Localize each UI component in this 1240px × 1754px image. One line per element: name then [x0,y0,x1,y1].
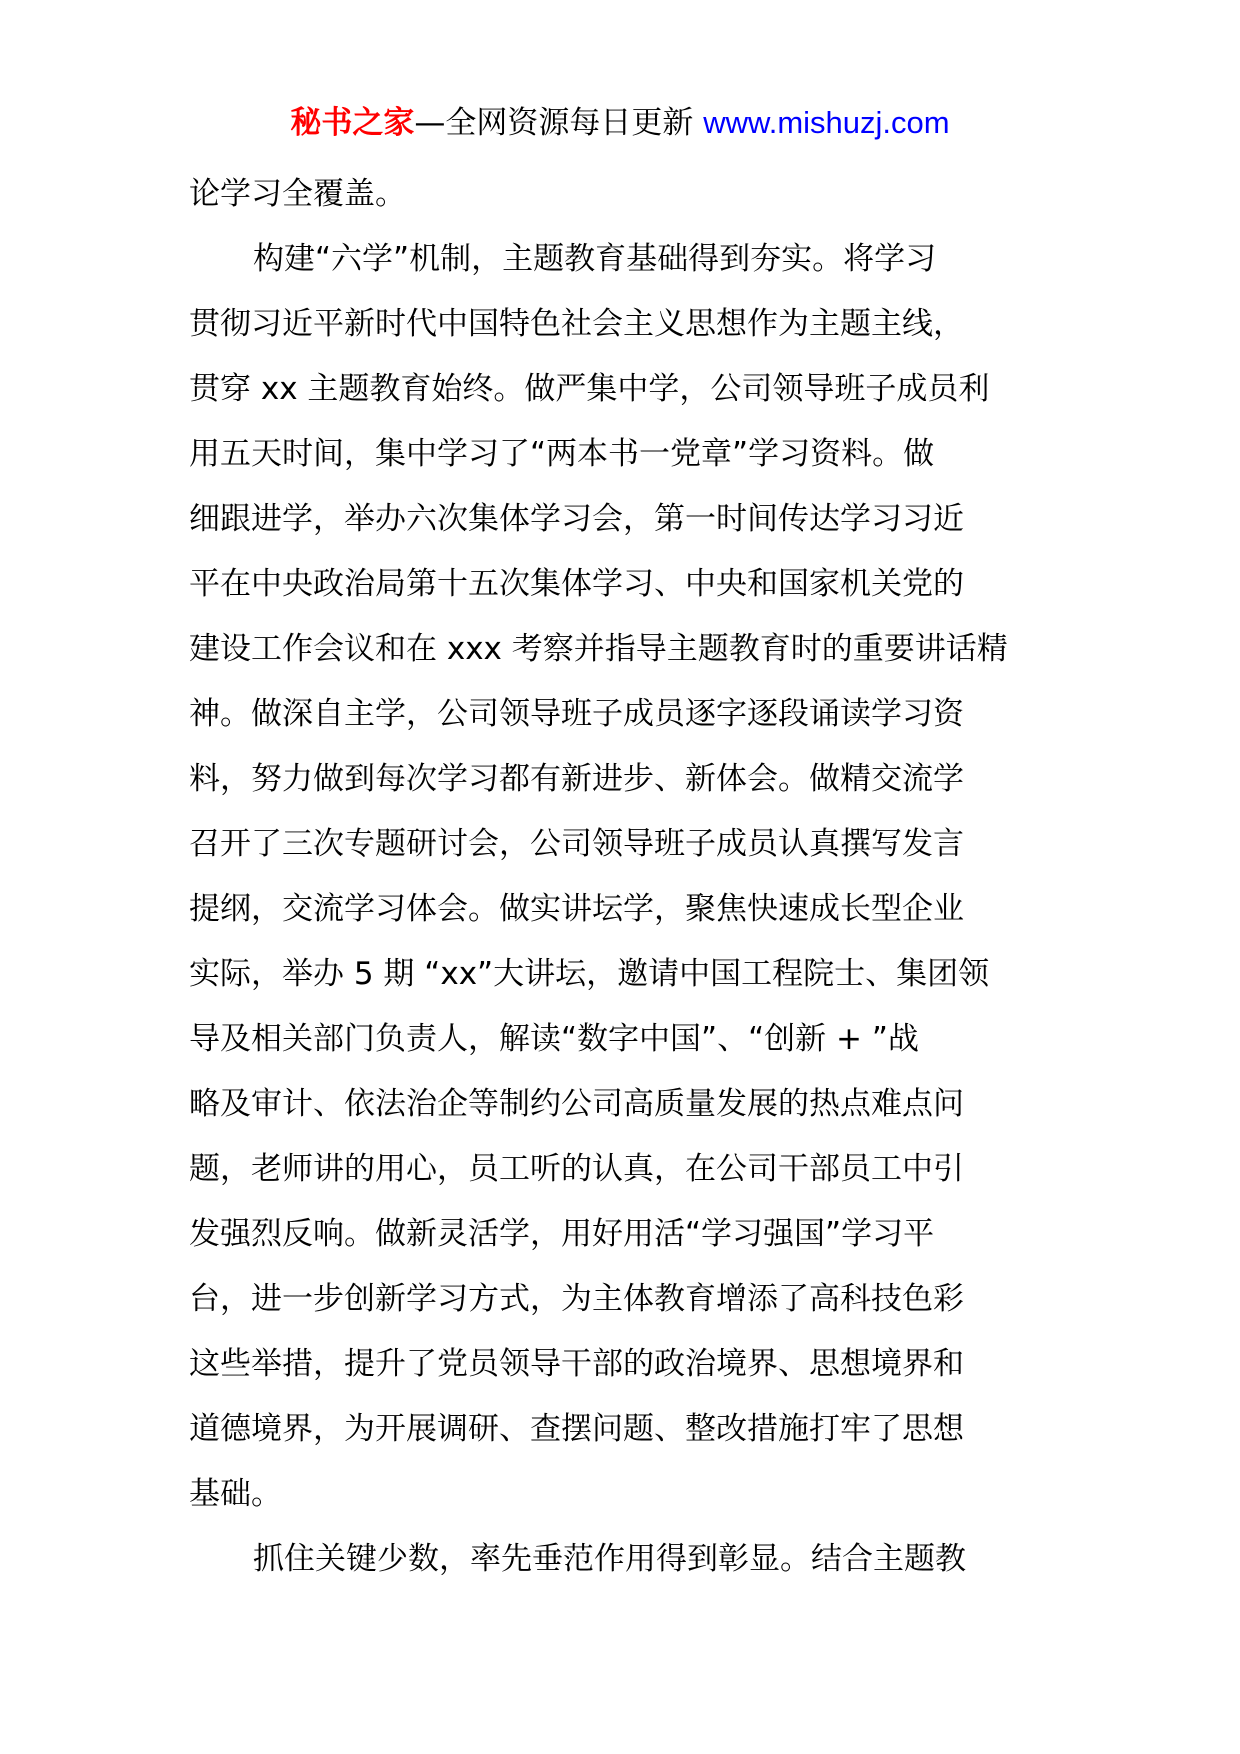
text-line: 导及相关部门负责人，解读“数字中国”、“创新 + ”战 [189,1021,919,1057]
text-line: 平在中央政治局第十五次集体学习、中央和国家机关党的 [189,566,964,602]
text-line: 论学习全覆盖。 [189,176,406,212]
text-line: 用五天时间，集中学习了“两本书一党章”学习资料。做 [189,436,935,472]
site-header [0,100,1240,146]
text-line: 建设工作会议和在 xxx 考察并指导主题教育时的重要讲话精 [189,631,1008,667]
text-line: 道德境界，为开展调研、查摆问题、整改措施打牢了思想 [189,1411,964,1447]
text-line: 实际，举办 5 期 “xx”大讲坛，邀请中国工程院士、集团领 [189,956,990,992]
paragraph-start-line: 抓住关键少数，率先垂范作用得到彰显。结合主题教 [253,1541,966,1577]
text-line: 贯彻习近平新时代中国特色社会主义思想作为主题主线， [189,306,964,342]
text-line: 召开了三次专题研讨会，公司领导班子成员认真撰写发言 [189,826,964,862]
site-url-link[interactable]: www.mishuzj.com [703,105,950,140]
text-line: 细跟进学，举办六次集体学习会，第一时间传达学习习近 [189,501,964,537]
document-body [189,162,1057,1592]
paragraph-start-line: 构建“六学”机制，主题教育基础得到夯实。将学习 [253,241,937,277]
text-line: 这些举措，提升了党员领导干部的政治境界、思想境界和 [189,1346,964,1382]
text-line: 料，努力做到每次学习都有新进步、新体会。做精交流学 [189,761,964,797]
text-line: 题，老师讲的用心，员工听的认真，在公司干部员工中引 [189,1151,964,1187]
text-line: 神。做深自主学，公司领导班子成员逐字逐段诵读学习资 [189,696,964,732]
text-line: 贯穿 xx 主题教育始终。做严集中学，公司领导班子成员利 [189,371,990,407]
text-line: 台，进一步创新学习方式，为主体教育增添了高科技色彩 [189,1281,964,1317]
site-brand: 秘书之家 [290,105,415,141]
text-line: 发强烈反响。做新灵活学，用好用活“学习强国”学习平 [189,1216,935,1252]
site-tagline: —全网资源每日更新 [414,105,704,141]
text-line: 提纲，交流学习体会。做实讲坛学，聚焦快速成长型企业 [189,891,964,927]
text-line: 基础。 [189,1476,282,1512]
text-line: 略及审计、依法治企等制约公司高质量发展的热点难点问 [189,1086,964,1122]
